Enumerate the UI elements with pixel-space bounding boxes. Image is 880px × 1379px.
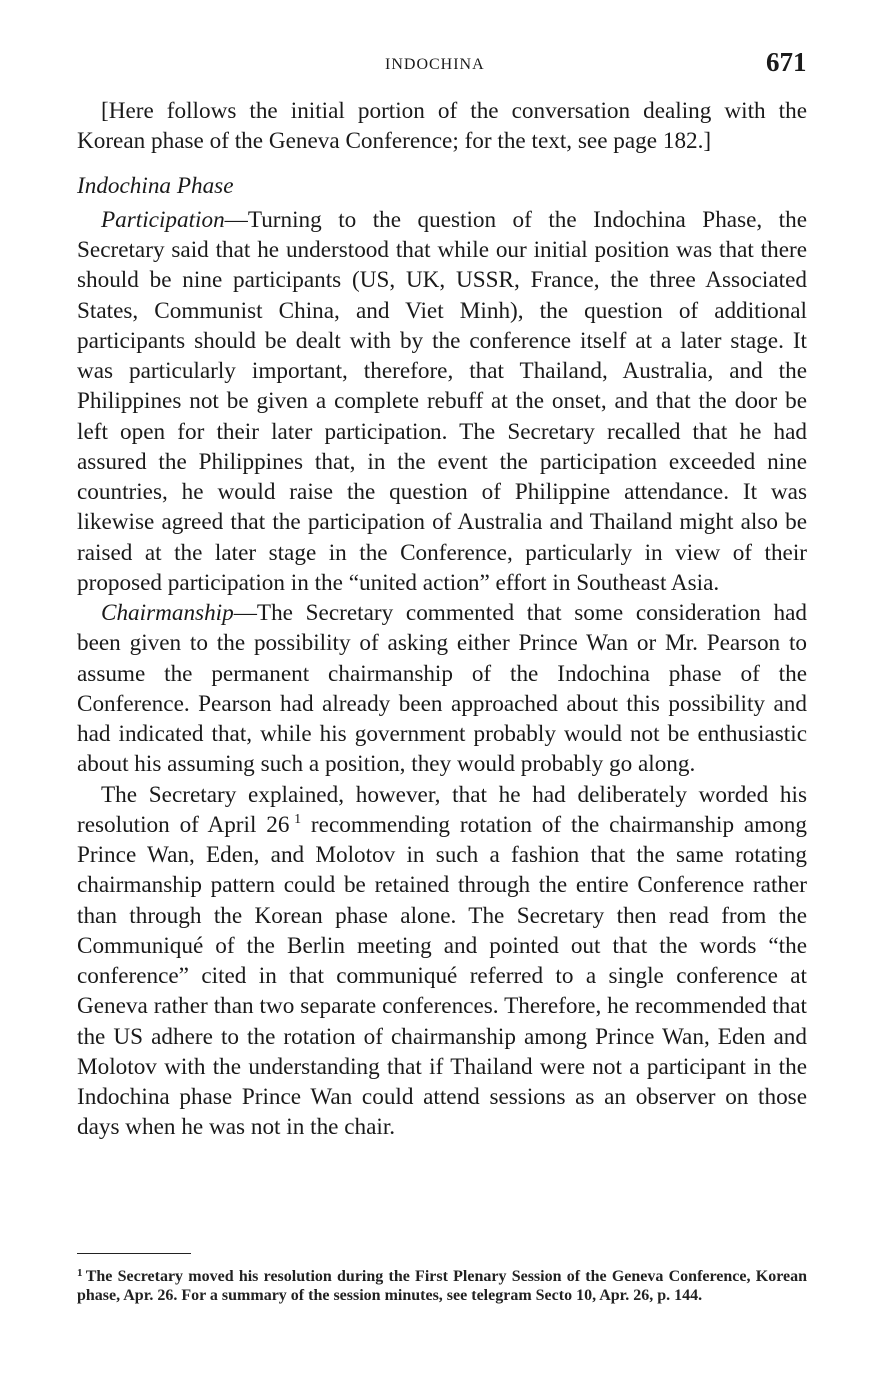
page-header	[0, 47, 880, 79]
run-in-heading-participation: Participation	[101, 206, 225, 233]
page-number: 671	[766, 47, 807, 77]
paragraph-chairmanship-text: —The Secretary commented that some consideration had been given to the possibility of asking either Prince Wan or Mr. Pearson to assume the permanent chairmanship of the Indochina phase of the Conference. Pearson had already been approached about this possibility and had indicated that, while his government probably would not be enthusiastic about his assuming such a position, they would probably go along.	[77, 600, 807, 778]
paragraph-participation	[77, 205, 807, 598]
footnote-rule	[77, 1253, 191, 1254]
footnote-marker: 1	[77, 1267, 83, 1279]
editorial-note: [Here follows the initial portion of the conversation dealing with the Korean phase of the Geneva Conference; for the text, see page 182.]	[77, 98, 807, 155]
body-text	[77, 96, 807, 1143]
running-head: INDOCHINA	[385, 56, 485, 73]
paragraph-participation-text: —Turning to the question of the Indochina Phase, the Secretary said that he understood that while our initial position was that there should be nine participants (US, UK, USSR, France, the three Associated States, Communist China, and Viet Minh), the question of additional participants should be dealt with by the conference itself at a later stage. It was particularly important, therefore, that Thailand, Australia, and the Philippines not be given a complete rebuff at the onset, and that the door be left open for their later participation. The Secretary recalled that he had assured the Philippines that, in the event the participation exceeded nine countries, he would raise the question of Philippine attendance. It was likewise agreed that the participation of Australia and Thailand might also be raised at the later stage in the Conference, particularly in view of their proposed participation in the “united action” effort in Southeast Asia.	[77, 206, 807, 596]
paragraph-rotation	[77, 780, 807, 1143]
paragraph-rotation-text-after: recommending rotation of the chairmanship among Prince Wan, Eden, and Molotov in such a fashion that the same rotating chairmanship pattern could be retained through the entire Conference rather than through the Korean phase alone. The Secretary then read from the Communiqué of the Berlin meeting and pointed out that the words “the conference” cited in that communiqué referred to a single conference at Geneva rather than two separate conferences. Therefore, he recommended that the US adhere to the rotation of chairmanship among Prince Wan, Eden and Molotov with the understanding that if Thailand were not a participant in the Indochina phase Prince Wan could attend sessions as an observer on those days when he was not in the chair.	[77, 811, 807, 1141]
run-in-heading-chairmanship: Chairmanship	[101, 600, 234, 626]
paragraph-rotation-text-before: The Secretary explained, however, that he had deliberately worded his resolution of April 26	[77, 781, 807, 838]
section-heading: Indochina Phase	[77, 172, 234, 199]
paragraph-chairmanship	[77, 598, 807, 780]
footnote-text: The Secretary moved his resolution during the First Plenary Session of the Geneva Conference, Korean phase, Apr. 26. For a summary of the session minutes, see telegram Secto 10, Apr. 26, p. 144.	[77, 1268, 807, 1304]
footnote	[77, 1267, 807, 1305]
footnote-reference: 1	[294, 811, 302, 827]
